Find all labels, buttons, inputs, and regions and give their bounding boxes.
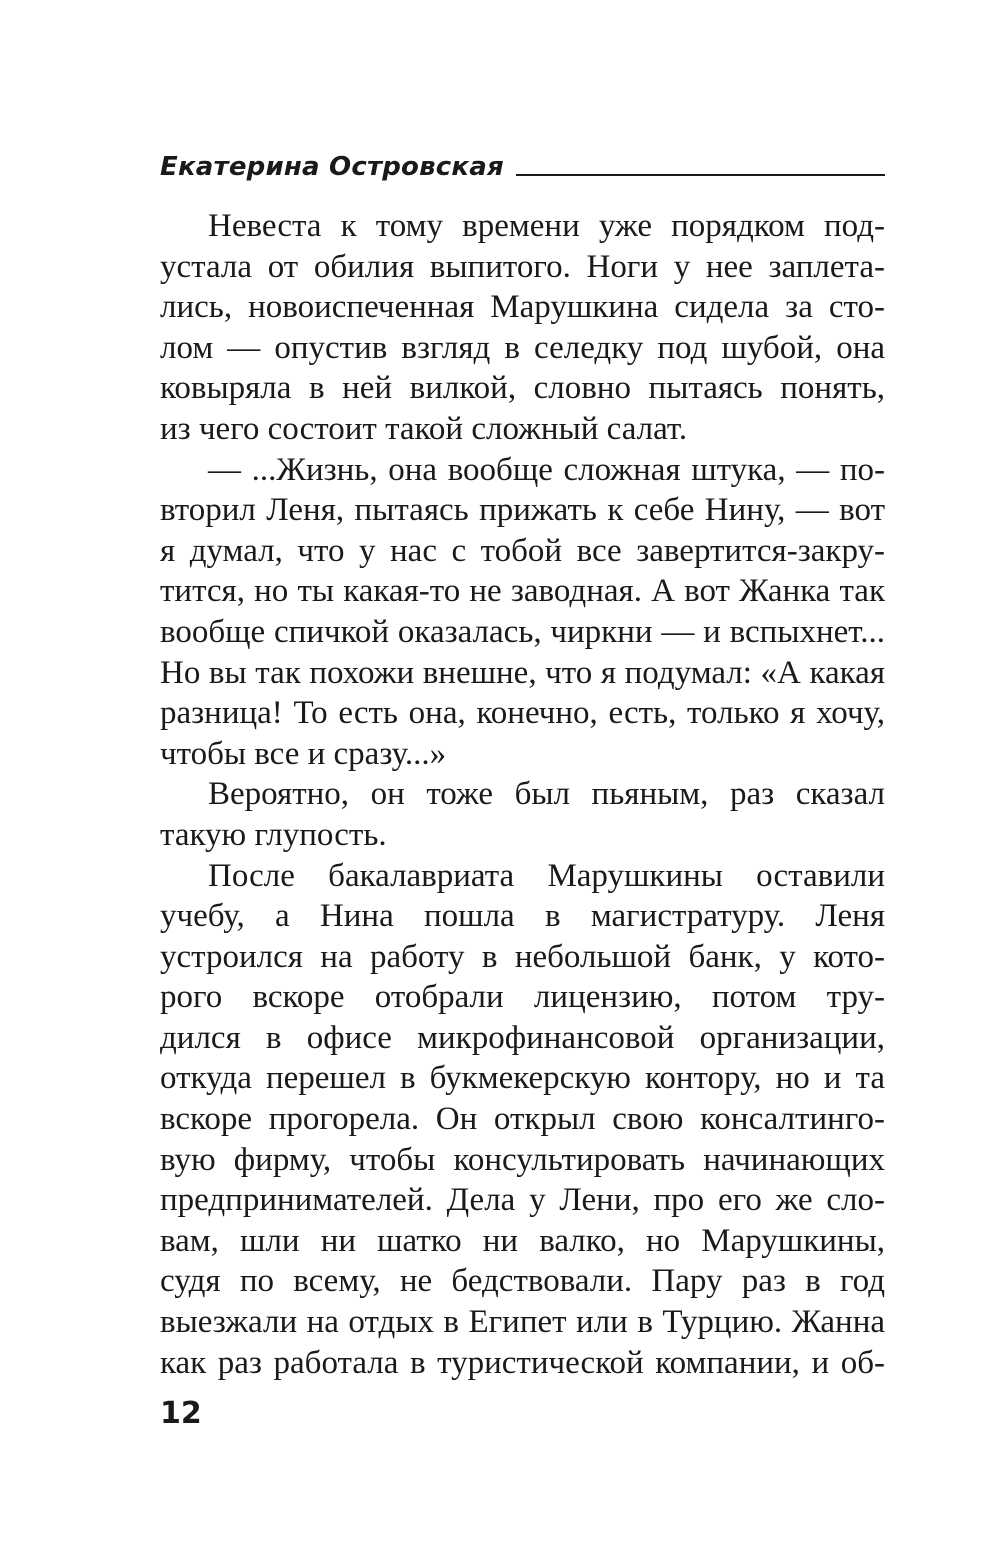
text-line: чтобы все и сразу...» — [160, 735, 447, 772]
text-line: — ...Жизнь, она вообще сложная штука, — по- — [208, 451, 885, 488]
header-rule — [516, 174, 885, 176]
text-line: лись, новоиспеченная Марушкина сидела за сто- — [160, 289, 885, 326]
text-line: вам, шли ни шатко ни валко, но Марушкины, — [160, 1222, 885, 1259]
text-line: лом — опустив взгляд в селедку под шубой, она — [160, 329, 885, 366]
text-line: вторил Леня, пытаясь прижать к себе Нину, — вот — [160, 492, 885, 529]
text-line: судя по всему, не бедствовали. Пару раз в год — [160, 1263, 885, 1300]
text-line: я думал, что у нас с тобой все завертится-закру- — [160, 532, 885, 569]
text-line: выезжали на отдых в Египет или в Турцию. Жанна — [160, 1304, 885, 1341]
running-head — [160, 142, 885, 182]
text-line: После бакалавриата Марушкины оставили — [208, 857, 885, 894]
text-line: Вероятно, он тоже был пьяным, раз сказал — [208, 776, 885, 813]
text-line: вообще спичкой оказалась, чиркни — и вспыхнет... — [160, 613, 885, 650]
text-line: как раз работала в туристической компании, и об- — [160, 1344, 885, 1381]
text-line: учебу, а Нина пошла в магистратуру. Леня — [160, 898, 885, 935]
text-line: вую фирму, чтобы консультировать начинающих — [160, 1141, 885, 1178]
text-line: разница! То есть она, конечно, есть, только я хочу, — [160, 695, 885, 732]
text-line: из чего состоит такой сложный салат. — [160, 410, 688, 447]
text-line: дился в офисе микрофинансовой организации, — [160, 1019, 885, 1056]
text-line: устала от обилия выпитого. Ноги у нее заплета- — [160, 248, 885, 285]
body-text — [160, 206, 885, 1383]
text-line: откуда перешел в букмекерскую контору, но и та — [160, 1060, 885, 1097]
text-line: тится, но ты какая-то не заводная. А вот Жанка так — [160, 573, 885, 610]
text-line: предпринимателей. Дела у Лени, про его же сло- — [160, 1182, 885, 1219]
page-number: 12 — [160, 1396, 202, 1431]
text-line: устроился на работу в небольшой банк, у кото- — [160, 938, 885, 975]
text-line: вскоре прогорела. Он открыл свою консалтинго- — [160, 1101, 885, 1138]
text-line: рого вскоре отобрали лицензию, потом тру- — [160, 979, 885, 1016]
text-line: такую глупость. — [160, 816, 387, 853]
text-line: Но вы так похожи внешне, что я подумал: «А какая — [160, 654, 885, 691]
text-line: ковыряла в ней вилкой, словно пытаясь понять, — [160, 370, 885, 407]
text-line: Невеста к тому времени уже порядком под- — [208, 208, 885, 244]
author-name: Екатерина Островская — [160, 152, 504, 182]
